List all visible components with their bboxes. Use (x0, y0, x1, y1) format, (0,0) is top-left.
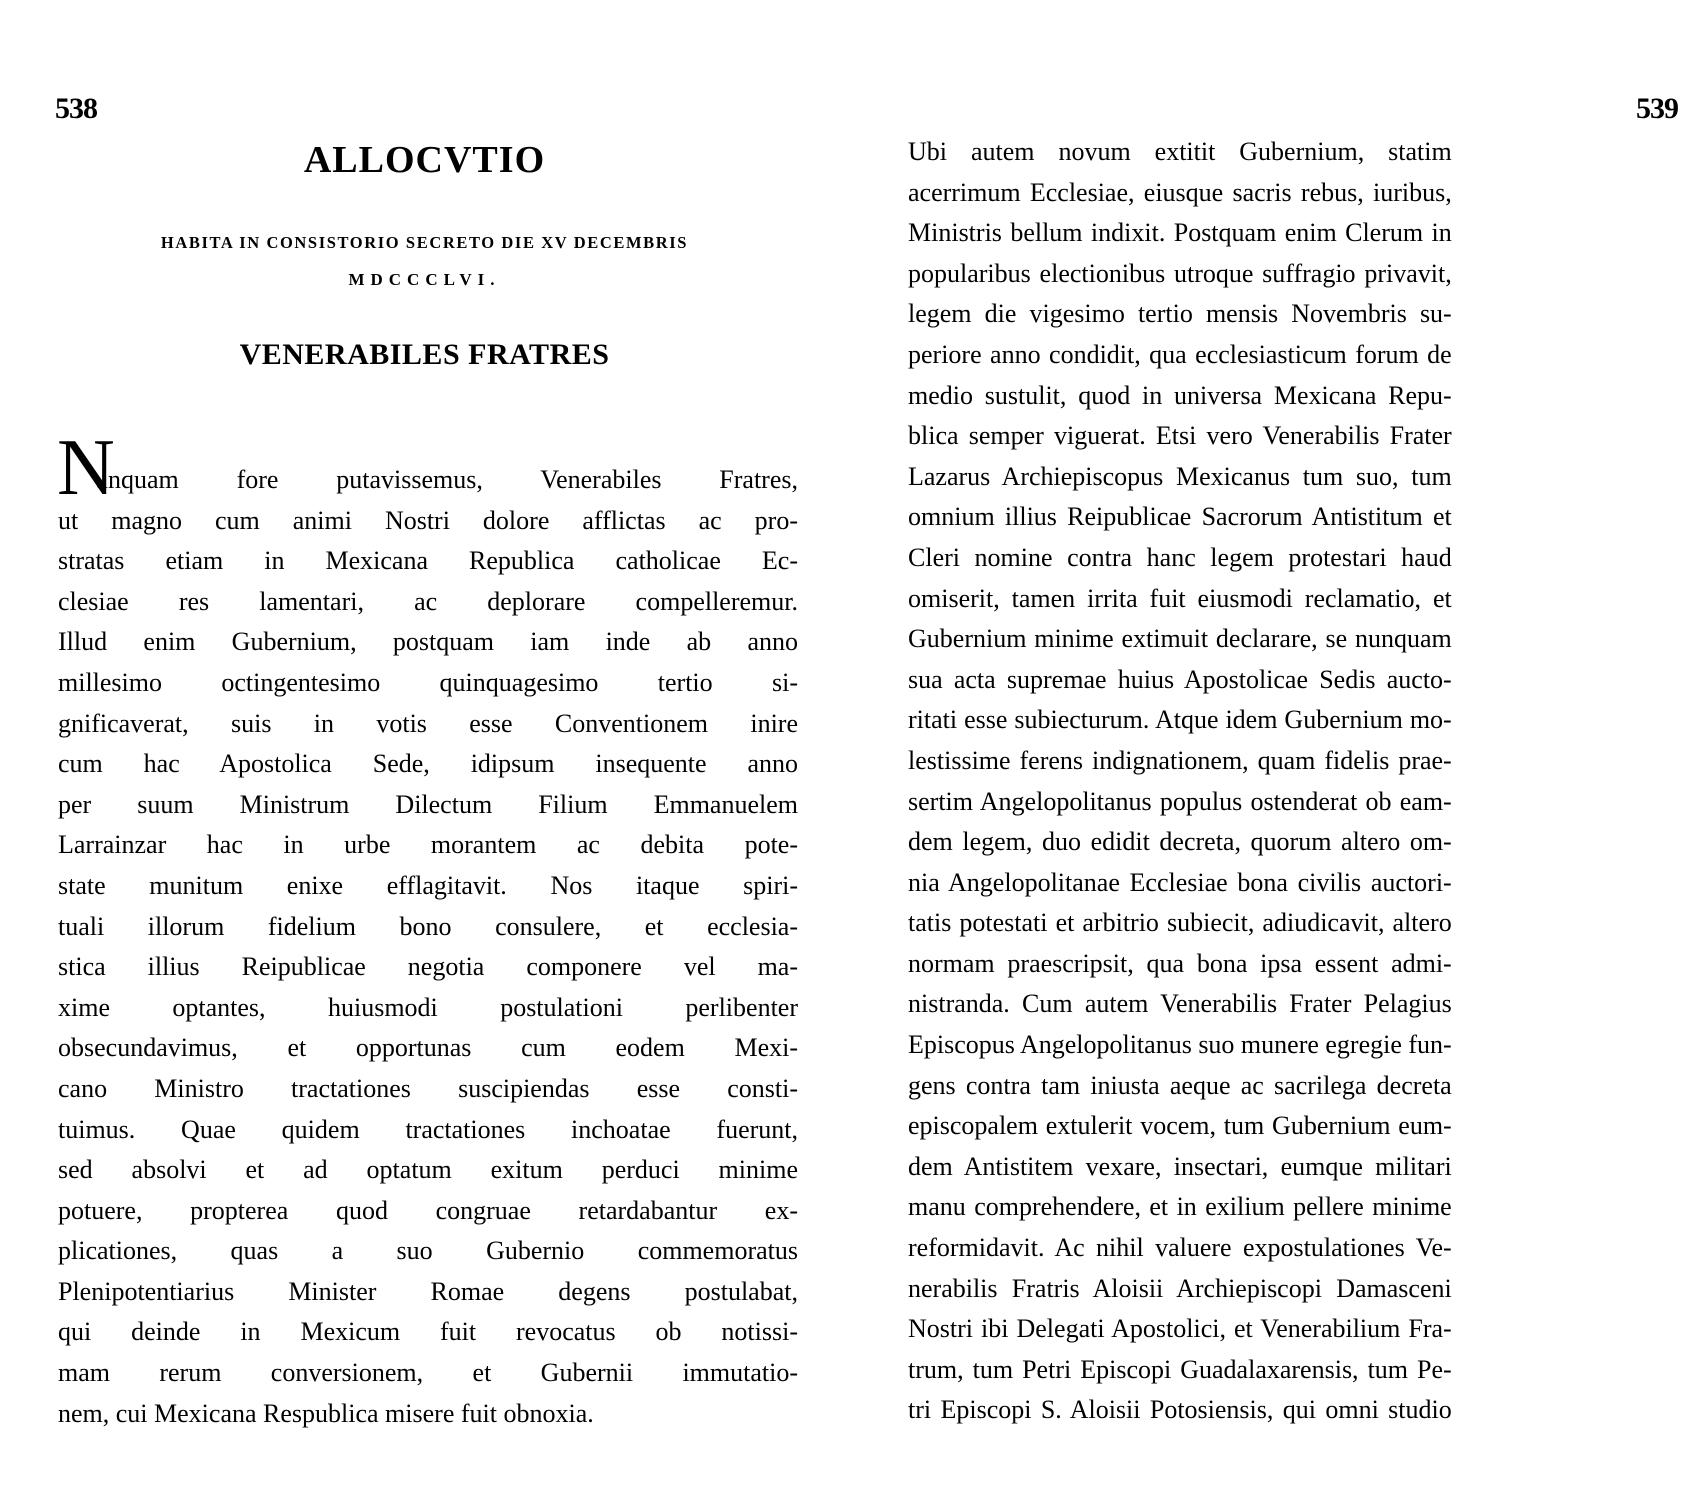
text-line: omnium illius Reipublicae Sacrorum Antistitum et (908, 502, 1452, 532)
text-line: Gubernium minime extimuit declarare, se nunquam (908, 624, 1452, 654)
text-line: Illud enim Gubernium, postquam iam inde ab anno (58, 627, 798, 657)
text-line: Ubi autem novum extitit Gubernium, statim (908, 137, 1452, 166)
text-line: tri Episcopi S. Aloisii Potosiensis, qui omni studio (908, 1395, 1452, 1425)
text-line: Ministris bellum indixit. Postquam enim Clerum in (908, 218, 1452, 248)
text-line: Nostri ibi Delegati Apostolici, et Venerabilium Fra- (908, 1314, 1452, 1344)
text-line: mam rerum conversionem, et Gubernii immutatio- (58, 1358, 798, 1388)
text-line: legem die vigesimo tertio mensis Novembris su- (908, 299, 1452, 329)
text-line: dem Antistitem vexare, insectari, eumque militari (908, 1151, 1452, 1181)
text-line: cum hac Apostolica Sede, idipsum insequente anno (58, 749, 798, 779)
text-line: nerabilis Fratris Aloisii Archiepiscopi Damasceni (908, 1273, 1452, 1303)
text-line: gnificaverat, suis in votis esse Conventionem inire (58, 708, 798, 738)
text-line: periore anno condidit, qua ecclesiasticum forum de (908, 339, 1452, 369)
text-line: tuali illorum fidelium bono consulere, et ecclesia- (58, 911, 798, 941)
text-line: potuere, propterea quod congruae retardabantur ex- (58, 1195, 798, 1225)
text-line: gens contra tam iniusta aeque ac sacrilega decreta (908, 1070, 1452, 1100)
text-line: millesimo octingentesimo quinquagesimo tertio si- (58, 667, 798, 697)
text-line: lestissime ferens indignationem, quam fidelis prae- (908, 745, 1452, 775)
text-line: tatis potestati et arbitrio subiecit, adiudicavit, altero (908, 908, 1452, 938)
text-line: stica illius Reipublicae negotia componere vel ma- (58, 952, 798, 982)
text-line: trum, tum Petri Episcopi Guadalaxarensis, tum Pe- (908, 1354, 1452, 1384)
text-line: xime optantes, huiusmodi postulationi perlibenter (58, 992, 798, 1022)
text-line: manu comprehendere, et in exilium pellere minime (908, 1192, 1452, 1222)
text-line: episcopalem extulerit vocem, tum Gubernium eum- (908, 1111, 1452, 1141)
text-line: qui deinde in Mexicum fuit revocatus ob notissi- (58, 1317, 798, 1347)
text-line: popularibus electionibus utroque suffragio privavit, (908, 258, 1452, 288)
text-line: sua acta supremae huius Apostolicae Sedis aucto- (908, 664, 1452, 694)
text-line: medio sustulit, quod in universa Mexicana Repu- (908, 380, 1452, 410)
subtitle-line-1: HABITA IN CONSISTORIO SECRETO DIE XV DECEMBRIS (160, 233, 689, 252)
text-line: stratas etiam in Mexicana Republica catholicae Ec- (58, 546, 798, 576)
text-line: clesiae res lamentari, ac deplorare compelleremur. (58, 586, 798, 616)
text-line: normam praescripsit, qua bona ipsa essent admi- (908, 948, 1452, 978)
text-line: Larrainzar hac in urbe morantem ac debita pote- (58, 830, 798, 860)
text-line: per suum Ministrum Dilectum Filium Emmanuelem (58, 789, 798, 819)
text-line: plicationes, quas a suo Gubernio commemoratus (58, 1236, 798, 1266)
text-line: nia Angelopolitanae Ecclesiae bona civilis auctori- (908, 867, 1452, 897)
text-line: obsecundavimus, et opportunas cum eodem Mexi- (58, 1033, 798, 1063)
address-heading: VENERABILES FRATRES (239, 338, 610, 371)
text-line: nistranda. Cum autem Venerabilis Frater Pelagius (908, 989, 1452, 1019)
first-text-line: unquam fore putavissemus, Venerabiles Fratres, (95, 465, 798, 494)
text-line: Plenipotentiarius Minister Romae degens postulabat, (58, 1276, 798, 1306)
page-number: 538 (55, 92, 97, 125)
text-line: ritati esse subiecturum. Atque idem Gubernium mo- (908, 705, 1452, 735)
page-number: 539 (1636, 92, 1678, 125)
text-line: Cleri nomine contra hanc legem protestari haud (908, 542, 1452, 572)
text-line: acerrimum Ecclesiae, eiusque sacris rebus, iuribus, (908, 177, 1452, 207)
text-line: nem, cui Mexicana Respublica misere fuit obnoxia. (58, 1398, 594, 1428)
text-line: tuimus. Quae quidem tractationes inchoatae fuerunt, (58, 1114, 798, 1144)
text-line: sed absolvi et ad optatum exitum perduci minime (58, 1155, 798, 1185)
text-line: reformidavit. Ac nihil valuere expostulationes Ve- (908, 1233, 1452, 1263)
text-line: Episcopus Angelopolitanus suo munere egregie fun- (908, 1030, 1452, 1060)
text-line: blica semper viguerat. Etsi vero Venerabilis Frater (908, 421, 1452, 451)
text-line: omiserit, tamen irrita fuit eiusmodi reclamatio, et (908, 583, 1452, 613)
right-body-text (908, 132, 1452, 1431)
text-line: cano Ministro tractationes suscipiendas esse consti- (58, 1073, 798, 1103)
text-line: Lazarus Archiepiscopus Mexicanus tum suo, tum (908, 461, 1452, 491)
document-title: ALLOCVTIO (303, 139, 546, 181)
text-line: state munitum enixe efflagitavit. Nos itaque spiri- (58, 870, 798, 900)
text-line: ut magno cum animi Nostri dolore afflictas ac pro- (58, 505, 798, 535)
drop-cap: N (57, 424, 115, 512)
left-body-text (58, 501, 798, 1435)
text-line: sertim Angelopolitanus populus ostenderat ob eam- (908, 786, 1452, 816)
subtitle-line-2: MDCCCLVI. (348, 270, 501, 289)
text-line: dem legem, duo edidit decreta, quorum altero om- (908, 827, 1452, 857)
